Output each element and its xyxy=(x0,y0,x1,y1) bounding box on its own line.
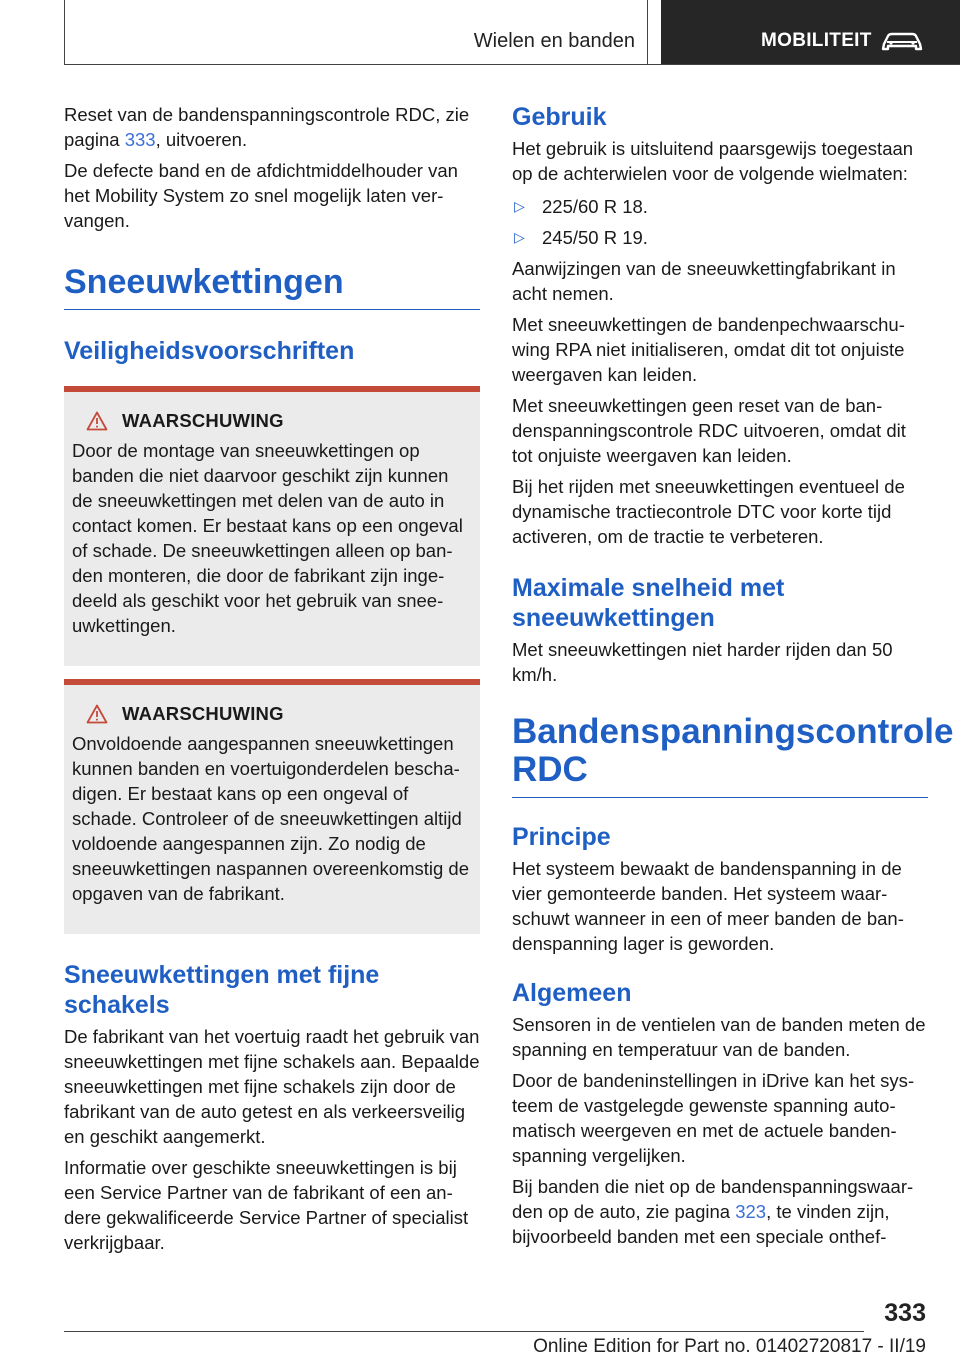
page-link-323[interactable]: 323 xyxy=(735,1201,767,1222)
heading-sneeuwkettingen: Sneeuwkettingen xyxy=(64,263,480,310)
paragraph: Bij het rijden met sneeuwkettingen eventueel de dynamische tractiecontrole DTC voor korte tijd activeren, om de tractie te verbeteren. xyxy=(512,476,905,547)
heading-fijne-schakels: Sneeuwkettingen met fijne schakels xyxy=(64,961,380,1019)
paragraph: Met sneeuwkettingen geen reset van de bandenspanningscontrole RDC uitvoeren, omdat dit tot onjuiste weergaven kan leiden. xyxy=(512,395,906,466)
warning-text: Door de montage van sneeuwkettingen op banden die niet daarvoor geschikt zijn kunnen de sneeuwkettingen met delen van de auto in contact komen. Er bestaat kans op een ongeval of schade. De sneeuwkettingen alleen op banden monteren, die door de fabrikant zijn ingedeeld als geschikt voor het gebruik van sneeuwkettingen. xyxy=(72,440,463,636)
paragraph: Het gebruik is uitsluitend paarsgewijs toegestaan op de achterwielen voor de volgende wielmaten: xyxy=(512,138,914,184)
paragraph: Het systeem bewaakt de bandenspanning in de vier gemonteerde banden. Het systeem waarschuwt wanneer in een of meer banden de bandenspanning lager is geworden. xyxy=(512,858,904,954)
paragraph: De defecte band en de afdichtmiddelhouder van het Mobility System zo snel mogelijk laten vervangen. xyxy=(64,160,458,231)
paragraph: Sensoren in de ventielen van de banden meten de spanning en temperatuur van de banden. xyxy=(512,1014,926,1060)
heading-algemeen: Algemeen xyxy=(512,979,632,1007)
heading-maximale-snelheid: Maximale snelheid met sneeuwkettingen xyxy=(512,574,785,632)
warning-title: WAARSCHUWING xyxy=(122,703,284,724)
header-section xyxy=(64,0,648,64)
edition-note: Online Edition for Part no. 01402720817 - II/19 xyxy=(533,1336,926,1357)
chapter-title: MOBILITEIT xyxy=(761,30,872,51)
paragraph: Aanwijzingen van de sneeuwkettingfabrikant in acht nemen. xyxy=(512,258,896,304)
heading-gebruik: Gebruik xyxy=(512,103,607,131)
warning-box-2 xyxy=(64,679,480,934)
paragraph: Reset van de bandenspanningscontrole RDC, zie pagina 333, uitvoeren. xyxy=(64,104,470,150)
page-number: 333 xyxy=(884,1299,926,1327)
triangle-bullet-icon: ▷ xyxy=(514,229,525,245)
paragraph: Bij banden die niet op de bandenspanningswaarden op de auto, zie pagina 323, te vinden zijn, bijvoorbeeld banden met een speciale onthef- xyxy=(512,1176,914,1247)
paragraph: Informatie over geschikte sneeuwkettingen is bij een Service Partner van de fabrikant of een andere gekwalificeerde Service Partner of specialist verkrijgbaar. xyxy=(64,1157,469,1253)
wheel-size-list xyxy=(512,194,928,250)
paragraph: Door de bandeninstellingen in iDrive kan het systeem de vastgelegde gewenste spanning automatisch weergeven en met de actuele bandenspanning vergelijken. xyxy=(512,1070,915,1166)
triangle-bullet-icon: ▷ xyxy=(514,198,525,214)
warning-triangle-icon xyxy=(86,411,108,431)
page-link-333[interactable]: 333 xyxy=(124,129,156,150)
heading-principe: Principe xyxy=(512,823,611,851)
paragraph: Met sneeuwkettingen niet harder rijden dan 50 km/h. xyxy=(512,639,893,685)
warning-triangle-icon xyxy=(86,704,108,724)
warning-box-1 xyxy=(64,386,480,666)
car-icon xyxy=(880,31,924,53)
paragraph: Met sneeuwkettingen de bandenpechwaarschuwing RPA niet initialiseren, omdat dit tot onjuiste weergaven kan leiden. xyxy=(512,314,905,385)
list-item: ▷ 225/60 R 18. xyxy=(514,196,648,217)
list-item: ▷ 245/50 R 19. xyxy=(514,227,648,248)
footer-rule xyxy=(64,1331,864,1332)
left-column xyxy=(64,102,480,1261)
section-title: Wielen en banden xyxy=(473,30,635,52)
warning-title: WAARSCHUWING xyxy=(122,410,284,431)
header-rule xyxy=(64,64,960,65)
heading-veiligheidsvoorschriften: Veiligheidsvoorschriften xyxy=(64,337,355,365)
paragraph: De fabrikant van het voertuig raadt het gebruik van sneeuwkettingen met fijne schakels aan. Bepaalde sneeuwkettingen met fijne schakels zijn door de fabrikant van de auto getest en als verkeersveilig en geschikt aangemerkt. xyxy=(64,1026,480,1147)
right-column xyxy=(512,102,954,1255)
heading-bandenspanningscontrole: Bandenspanningscontrole RDC xyxy=(512,713,928,798)
warning-text: Onvoldoende aangespannen sneeuwkettingen kunnen banden en voertuigonderdelen beschadigen. Er bestaat kans op een ongeval of schade. Controleer of de sneeuwkettingen altijd voldoende aangespannen zijn. Zo nodig de sneeuwkettingen naspannen overeenkomstig de opgaven van de fabrikant. xyxy=(72,733,470,904)
